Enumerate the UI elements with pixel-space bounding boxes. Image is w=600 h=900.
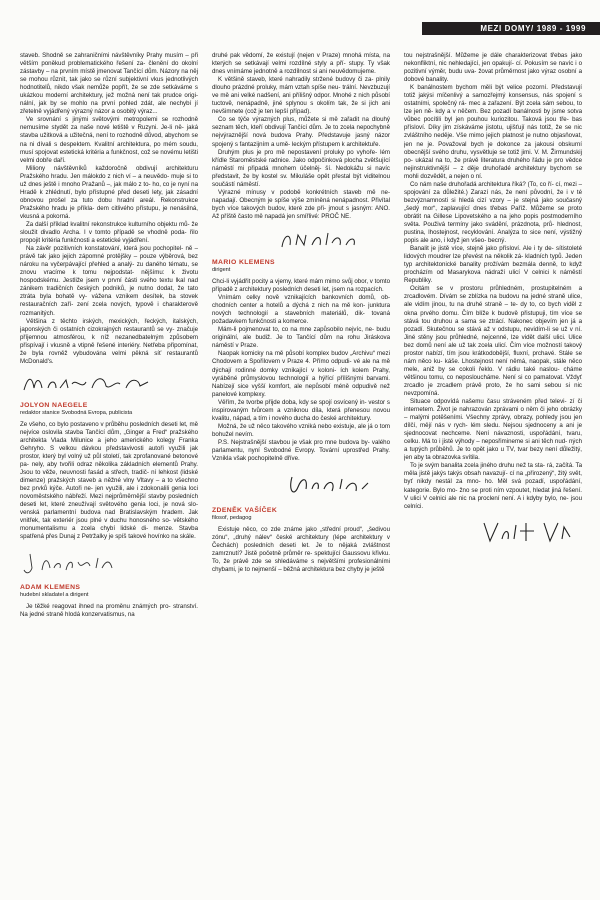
paragraph: P.S. Nejstrašnější stavbou je však pro mne budova by- valého parlamentu, nyní Svobodné Evropy. Tovární uprostřed Prahy. Vznikla však pochopitelně dříve. [212,438,390,463]
paragraph: Existuje něco, co zde známe jako „střední proud“, „šedivou zónu“, „druhý nálev“ české architektury (lépe architektury v Čechách) posledních deseti let. Je to nějaká zvláštnost zamrznutí? Jistě početně průměr re- spektující Gaussovu křivku. To, že právě zde se shledáváme s největšími profesionálními chybami, je to nejmenší – běžná architektura bez chyby je ještě [212,526,390,574]
paragraph: Mám-li pojmenovat to, co na mne zapůsobilo nejvíc, ne- budu originální, ale budiž. Je to Tančící dům na rohu Jiráskova náměstí v Praze. [212,326,390,350]
author-name: JOLYON NAEGELE [20,401,88,409]
running-title: MEZI DOMY/ 1989 - 1999 [480,24,586,33]
signature-image [20,372,160,396]
paragraph: Věřím, že tvorbe přijde doba, kdy se spojí osvícený in- vestor s inspirovaným tvůrcem a vzniknou díla, která přenesou novou kvalitu, nápad, a tím i nového ducha do české architektury. [212,398,390,422]
paragraph: Naopak komicky na mě působí komplex budov „Archivu“ mezi Chodovem a Spořilovem v Praze 4. Přímo odpudi- vé ale na mě dýchají rodinné domky vznikající v koloni- ích kolem Prahy, vyráběné průmyslovou technologií a hýřící přílišnými barvami. Nabízejí sice vyšší komfort, ale nepůsobí méně odpudivě než panelové komplexy. [212,350,390,398]
column-1 [20,52,198,900]
author-name: ZDENĚK VAŠÍČEK [212,507,278,515]
author-role: dirigent [212,266,231,273]
paragraph: K banálnostem bychom měli být velice pozorní. Představují totiž jakýsi míčenlivý a samozřejmý konsensus, nás spojení s ostatními, společný rá- mec a zařazení. Být zcela sám sebou, to lze jen ně- kdy a v něčem. Bez pozadí banálnosti by jsme sotva vůbec pocítili byl jen pouhou kuriozitou. Taková jsou tře- bas přísloví. Díky jim získáváme jistotu, ujišťují nás totiž, že se nic zvláštního neděje. Vše mimo jejich platnost je nutno objasňovat, jen ne je. Považoval bych je dokonce za jakousi obskurní obecnější svého druhu, vysvětluje se totiž jimi. V. M. Žirmundskij po- ukázal na to, že právě literatura druhého řádu je pro vědce nejinstruktivnější – z děje druhořadé architektury bychom se mohli dozvědět, a nejen o ní. [404,84,582,180]
paragraph: Ze všeho, co bylo postaveno v průběhu posledních deseti let, mě nejvíce oslovila stavba Tančící dům, „Ginger a Fred“ pražského architekta Vlada Milunice a jeho amerického kolegy Franka Gehryho. S velkou dávkou představivosti autoři využili jak prostor, který byl volný už půl století, tak zprofanované betonové pa- nely, aby tvořili odraz několika základních elementů Prahy. Jsou to věže, neuvnosti fasád a střech, tradič- ní lehkost (lidské dimenze) pražských staveb a něžné vlny Vltavy – a to všechno bez prvků kýče. Autoři ne- jen využili, ale i zdokonalili genia loci novoměstského nábřeží. Mezi nejprůměrnější stavby posledních deseti let, které zneužívají světového genia loci, je nová slo- venská parlamentní budova nad Bratislavským hradem. Jak vnitřek, tak exteriér jsou plné v duchu honosného so- větského monumentalismu a zcela chybí lidské di- menze. Stavba spatřená přes Dunaj z Petržalky je spíš takové hovínko na skále. [20,420,198,541]
paragraph: staveb. Shodně se zahraničními návštěvníky Prahy musím – při větším poněkud problematického řešení za- členění do okolní zástavby – na prvním místě jmenovat Tančící dům. Názory na něj se mohou různit, tak jako se různí subjektivní vkus jednotlivých hodnotitelů, nikdo však nemůže popřít, že se zde setkáváme s ukázkou moderní architektury, jež možná není tak prudce origi- nální, jak by se mohlo na první pohled zdát, ale nechybí jí zřetelně vyjádřený výrazný názor a osobitý výraz... [20,52,198,116]
paragraph: tou nejstrašnější. Můžeme je dále charakterizovat třebas jako nekonfliktní, nic nehledající, jen opakují- cí. Pokusím se navíc i o pozitivní výměr, budu uva- žovat průměrnost jako výraz osobní a dobové banality. [404,52,582,84]
column-3 [404,52,582,900]
paragraph: Většina z těchto irských, mexických, řeckých, italských, japonských či ostatních cizokrajných restaurantů se vy- značuje příjemnou atmosférou, k níž nezanedbatelným způsobem přispívají i vkusně a vtipně řešené interiéry. Netřeba připomínat, že byla rovněž vybudována velmi pěkná síť restaurantů McDonald's. [20,317,198,365]
paragraph: Banalit je jistě více, stejně jako přísloví. Ale i ty de- sítistoleté lidových moudrer lze převést na několik zá- kladních typů. Jeden typ architektonické banality prožívám bezmála denně, to když procházím od Masarykova nádraží ulicí V celnici k náměstí Republiky. [404,245,582,285]
paragraph: Co se týče výrazných plus, můžete si mě zařadit na dlouhý seznam těch, kteří obdivují Tančící dům. Je to zcela nepochybně nejvýraznější nová budova Prahy. Představuje jasný názor spojený s fantazijním a umě- leckým přístupem k architektuře. [212,116,390,148]
paragraph: druhé pak vědomí, že existují (nejen v Praze) mnohá místa, na kterých se setkávají velmi rozdílné styly a pří- stupy. Ty však dnes vnímáme jednotně a rozdílnost si ani neuvědomujeme. [212,52,390,76]
paragraph: Je těžké reagovat ihned na proměnu známých pro- stranství. Na jedné straně hlodá konzervatismus, na [20,602,198,618]
signature-image [20,548,140,578]
paragraph: Možná, že už něco takového vzniká nebo existuje, ale já o tom bohužel nevím. [212,422,390,438]
running-header [422,22,600,35]
author-role: redaktor stanice Svobodná Evropa, publicista [20,409,133,416]
paragraph: Co nám naše druhořadá architektura říká? (To, co ří- cí, mezi – spojování za důležité.) Zarazí nás, že není původní, že i v té bezvýznamnosti si hledá cizí vzory – je stejná jako současný „šedý mor“, zaplavující dnes třebas Paříž. Můžeme se proto obrátit na Gillese Lipovetského a na jeho popis postmoderního světa. Použivá termíny jako svádění, prázdnota, prů- hlednost, pustina, lhostejnost, recyklování. Analýza to sice není, výstižný popis ale ano, i když jen všeo- becný. [404,180,582,245]
column-2 [212,52,390,900]
author-role: filosof, pedagog [212,515,252,522]
paragraph: Výrazné mínusy v podobě konkrétních staveb mě ne- napadají. Obecným je spíše výše zmíněná nenápadnost. Přivítal bych více takových budov, které zde při- jmout s jasným: ANO. Až příště často mě napadá jen smířlivé: PROČ NE. [212,188,390,220]
paragraph: K většině staveb, které nahradily stržené budovy či za- plnily dlouho prázdné proluky, mám vztah spíše neu- trální. Nevzbuzují ve mě ani velké nadšení, ani přílišný odpor. Mnohé z nich působí tuctově, nenápadně, jiné splynou s okolím tak, že si jich ani nevšimnete (což je ten lepší případ). [212,76,390,116]
author-name: MARIO KLEMENS [212,258,275,266]
paragraph: Druhým plus je pro mě nepostavení proluky po vyhoře- lém křídle Staroměstské radnice. Jako odpočinková plocha zvětšující náměstí mi připadá mnohem účelněj- ší. Nedokážu si navíc představit, že by kostel sv. Mikuláše opět přestal být viditelnou součástí náměstí. [212,148,390,188]
signature-image [212,227,362,253]
paragraph: Ve srovnání s jinými světovými metropolemi se rozhodně nemusíme stydět za naše nové letiště v Ruzyni. Je-li ně- jaká stavba užitková a užitečná, není to rozhodně důvod, abychom se na ni dívali s despektem. Kvalitní architektura, po mém soudu, musí spojovat estetická kritéria a funkčnost, což se novému letišti velmi dobře daří. [20,116,198,164]
author-name: ADAM KLEMENS [20,583,81,591]
signature-image [404,517,574,547]
paragraph: Vnímám celky nově vznikajících bankovních domů, ob- chodních center a hotelů a dýchá z nich na mě kon- junktura nových technologií a stavebních materiálů, dik- tovaná požadavkem funkčnosti a komerce. [212,294,390,326]
signature-image [212,469,382,501]
author-role: hudební skladatel a dirigent [20,591,89,598]
paragraph: Miliony návštěvníků každoročně obdivují architekturu Pražského hradu. Jen málokdo z nich ví – a neuvědo- muje si to už dnes ještě i mnoho Pražanů –, jak málo z to- ho, co je nyní na Hradě k zhlédnutí, bylo přístupné před deseti lety, jak zásadní obnovou prošel za tuto dobu hradní areál. Rekonstrukce Pražského hradu je příkla- dem citlivého přístupu, je nenásilná, vkusná a pokorná. [20,164,198,220]
paragraph: Situace odpovídá našemu času stráveném před televi- zí či internetem. Život je nahrazován zprávami o něm či jeho obrázky – malými potěšeními. Všechny zprávy, obrazy, pohledy jsou jen dílčí, mějí nás v rych- lém sledu. Nejsou sjednoceny a ani je sjednocovat nechceme. Není návaznosti, uspořádání, tvaru, celku. Má to i jisté výhody – neposřimineme si ani těch nud- ných a tupých průběhů. Je to opět jako u TV, tvar bezy není důležitý, jen aby ta obrazovka svítila. [404,398,582,462]
paragraph: To je svým banalita zcela jiného druhu než ta sta- rá, začítá. Ta měla jistě jakýs takýs obsah navazují- cí na „přirozený“, žitý svět, byť nikdy nestál za mno- ho. Měl svá pozadí, uspořádání, kategorie. Bylo mo- žno se proti ním vzpoutet, hledat jiná řešení. V ulici V celnici ale nic na proclení není. A i kdyby bylo, ne- jsou celníci. [404,462,582,510]
paragraph: Ocitám se v prostoru průhledném, prostupitelném a zrcadlovém. Dívám se zblízka na budovu na jedné straně ulice, ale vidím jinou, tu na druhé straně – te- dy to, co bych viděl z okna prvého domu. Čím blíže k budově přistupuji, tím více se stává tou druhou a sama se ztrácí. Nakonec objevím jen já a pozadí. Skutečnou se stává až v odstupu, nevidím-li se už v ní. Jiné stěny jsou průhledné, nejcenné, lze vidět další ulici. Ulice bez domů není ale už tak zcela ulicí. Čím více možností takový prostor nabízí, tím jsou krátkodobější, fluxní, prchavé. Stále se nám něco ku- káše. Lhostejnost není němá, naopak, stále něco mele, aniž by se cokoli řeklo. V rádiu také naslou- cháme většinou tomu, co neposloucháme. Není si co pamatovat. Vždyť zrcadlo je zrcadlem právě proto, že ho sami sebou si nic nevzpomíná. [404,285,582,397]
paragraph: Chci-li vyjádřit pocity a vjemy, které mám mimo svůj obor, v tomto případě z architektury posledních deseti let, jsem na rozpacích. [212,277,390,294]
paragraph: Za další příklad kvalitní rekonstrukce kulturního objektu mů- že sloužit divadlo Archa. I v tomto případě se vhodně poda- řilo propojit kritéria funkčnosti a estetické vyjádření. [20,220,198,245]
paragraph: Na závěr pozitivních konstatování, která jsou pochopitel- ně – právě tak jako jejich zápomné protějšky – pouze výběrová, bez nároku na vyčerpávající přehled a analý- zu daného tématu, se znovu vracíme k tomu nejpodstat- nějšímu: k životu hospodskému. Jestliže jsem v první části svého textu lkal nad zánikem tradičních českých podniků, je nutno dodat, že tato ztráta byla bohatě vy- vážena vznikem desítek, ba stovek restauračních zaří- zení zcela nových, typově i charakterově rozmanitých. [20,245,198,317]
